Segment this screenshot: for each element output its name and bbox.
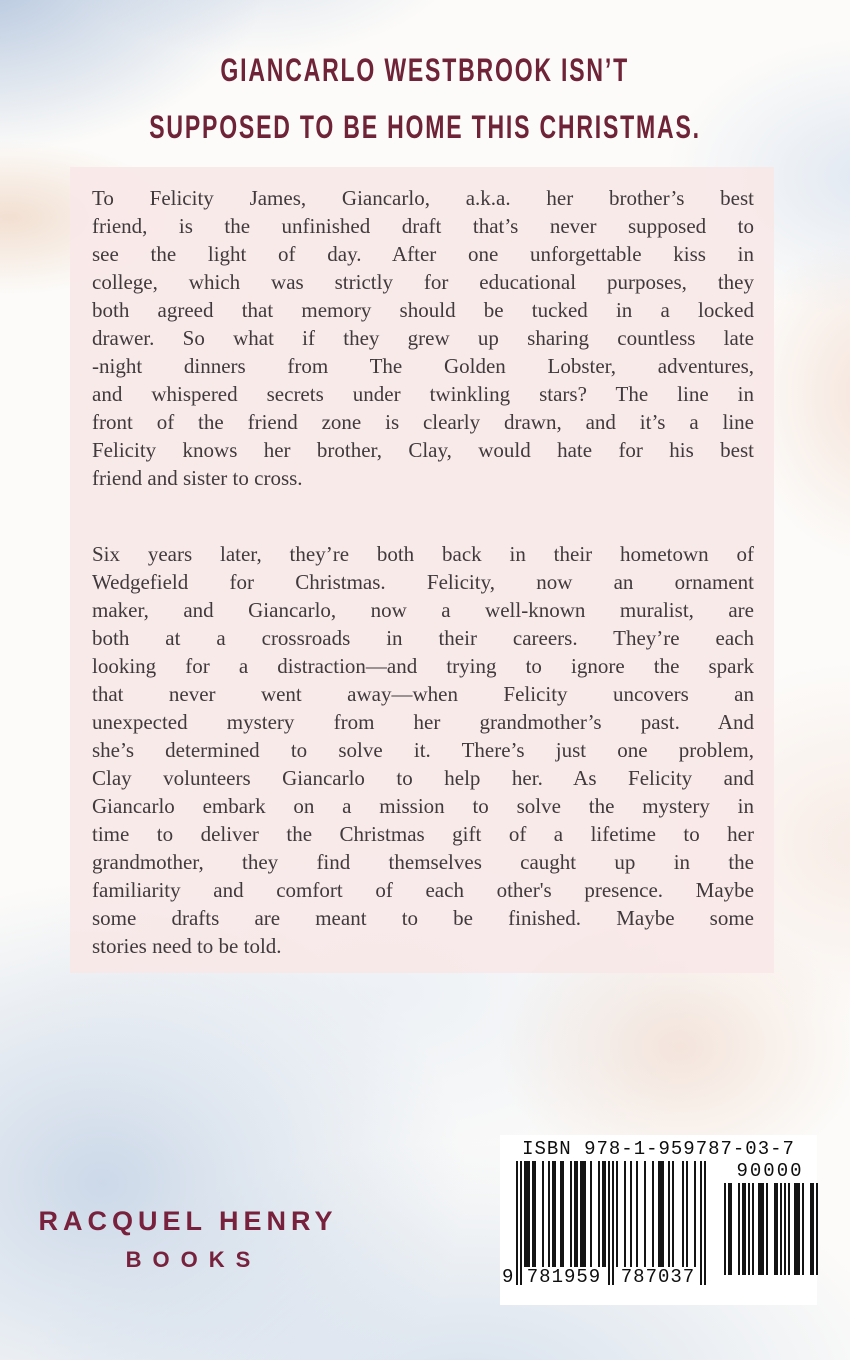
isbn-label: ISBN 978-1-959787-03-7 — [522, 1138, 795, 1160]
tagline-line-2: SUPPOSED TO BE HOME THIS CHRISTMAS. — [149, 109, 701, 145]
publisher-division: BOOKS — [125, 1247, 262, 1272]
barcode-digits-group2: 787037 — [620, 1266, 696, 1288]
synopsis-paragraph-1: To Felicity James, Giancarlo, a.k.a. her brother’s best friend, is the unfinished draft that’s never supposed to see the light of day. After one unforgettable kiss in college, which was strictly for educational purposes, they both agreed that memory should be tucked in a locked drawer. So what if they grew up sharing countless late -night dinners from The Golden Lobster, adventures, and whispered secrets under twinkling stars? The line in front of the friend zone is clearly drawn, and it’s a line Felicity knows her brother, Clay, would hate for his best friend and sister to cross. — [92, 186, 754, 490]
barcode-row — [500, 1161, 817, 1289]
ean5-supplement — [722, 1161, 818, 1275]
synopsis-panel — [70, 167, 774, 973]
publisher-logo — [28, 1206, 348, 1273]
barcode-digit-lead: 9 — [502, 1266, 514, 1288]
tagline — [0, 50, 850, 164]
tagline-line-1: GIANCARLO WESTBROOK ISN’T — [220, 52, 630, 88]
ean13-barcode — [502, 1161, 706, 1289]
barcode-digits-group1: 781959 — [526, 1266, 602, 1288]
isbn-barcode-block — [500, 1135, 817, 1305]
ean5-bars-icon — [722, 1183, 818, 1275]
price-code: 90000 — [736, 1160, 804, 1182]
synopsis-paragraph-2: Six years later, they’re both back in their hometown of Wedgefield for Christmas. Felicity, now an ornament maker, and Giancarlo, now a well-known muralist, are both at a crossroads in their careers. They’re each looking for a distraction—and trying to ignore the spark that never went away—when Felicity uncovers an unexpected mystery from her grandmother’s past. And she’s determined to solve it. There’s just one problem, Clay volunteers Giancarlo to help her. As Felicity and Giancarlo embark on a mission to solve the mystery in time to deliver the Christmas gift of a lifetime to her grandmother, they find themselves caught up in the familiarity and comfort of each other's presence. Maybe some drafts are meant to be finished. Maybe some stories need to be told. — [92, 542, 754, 958]
publisher-name: RACQUEL HENRY — [38, 1206, 338, 1236]
